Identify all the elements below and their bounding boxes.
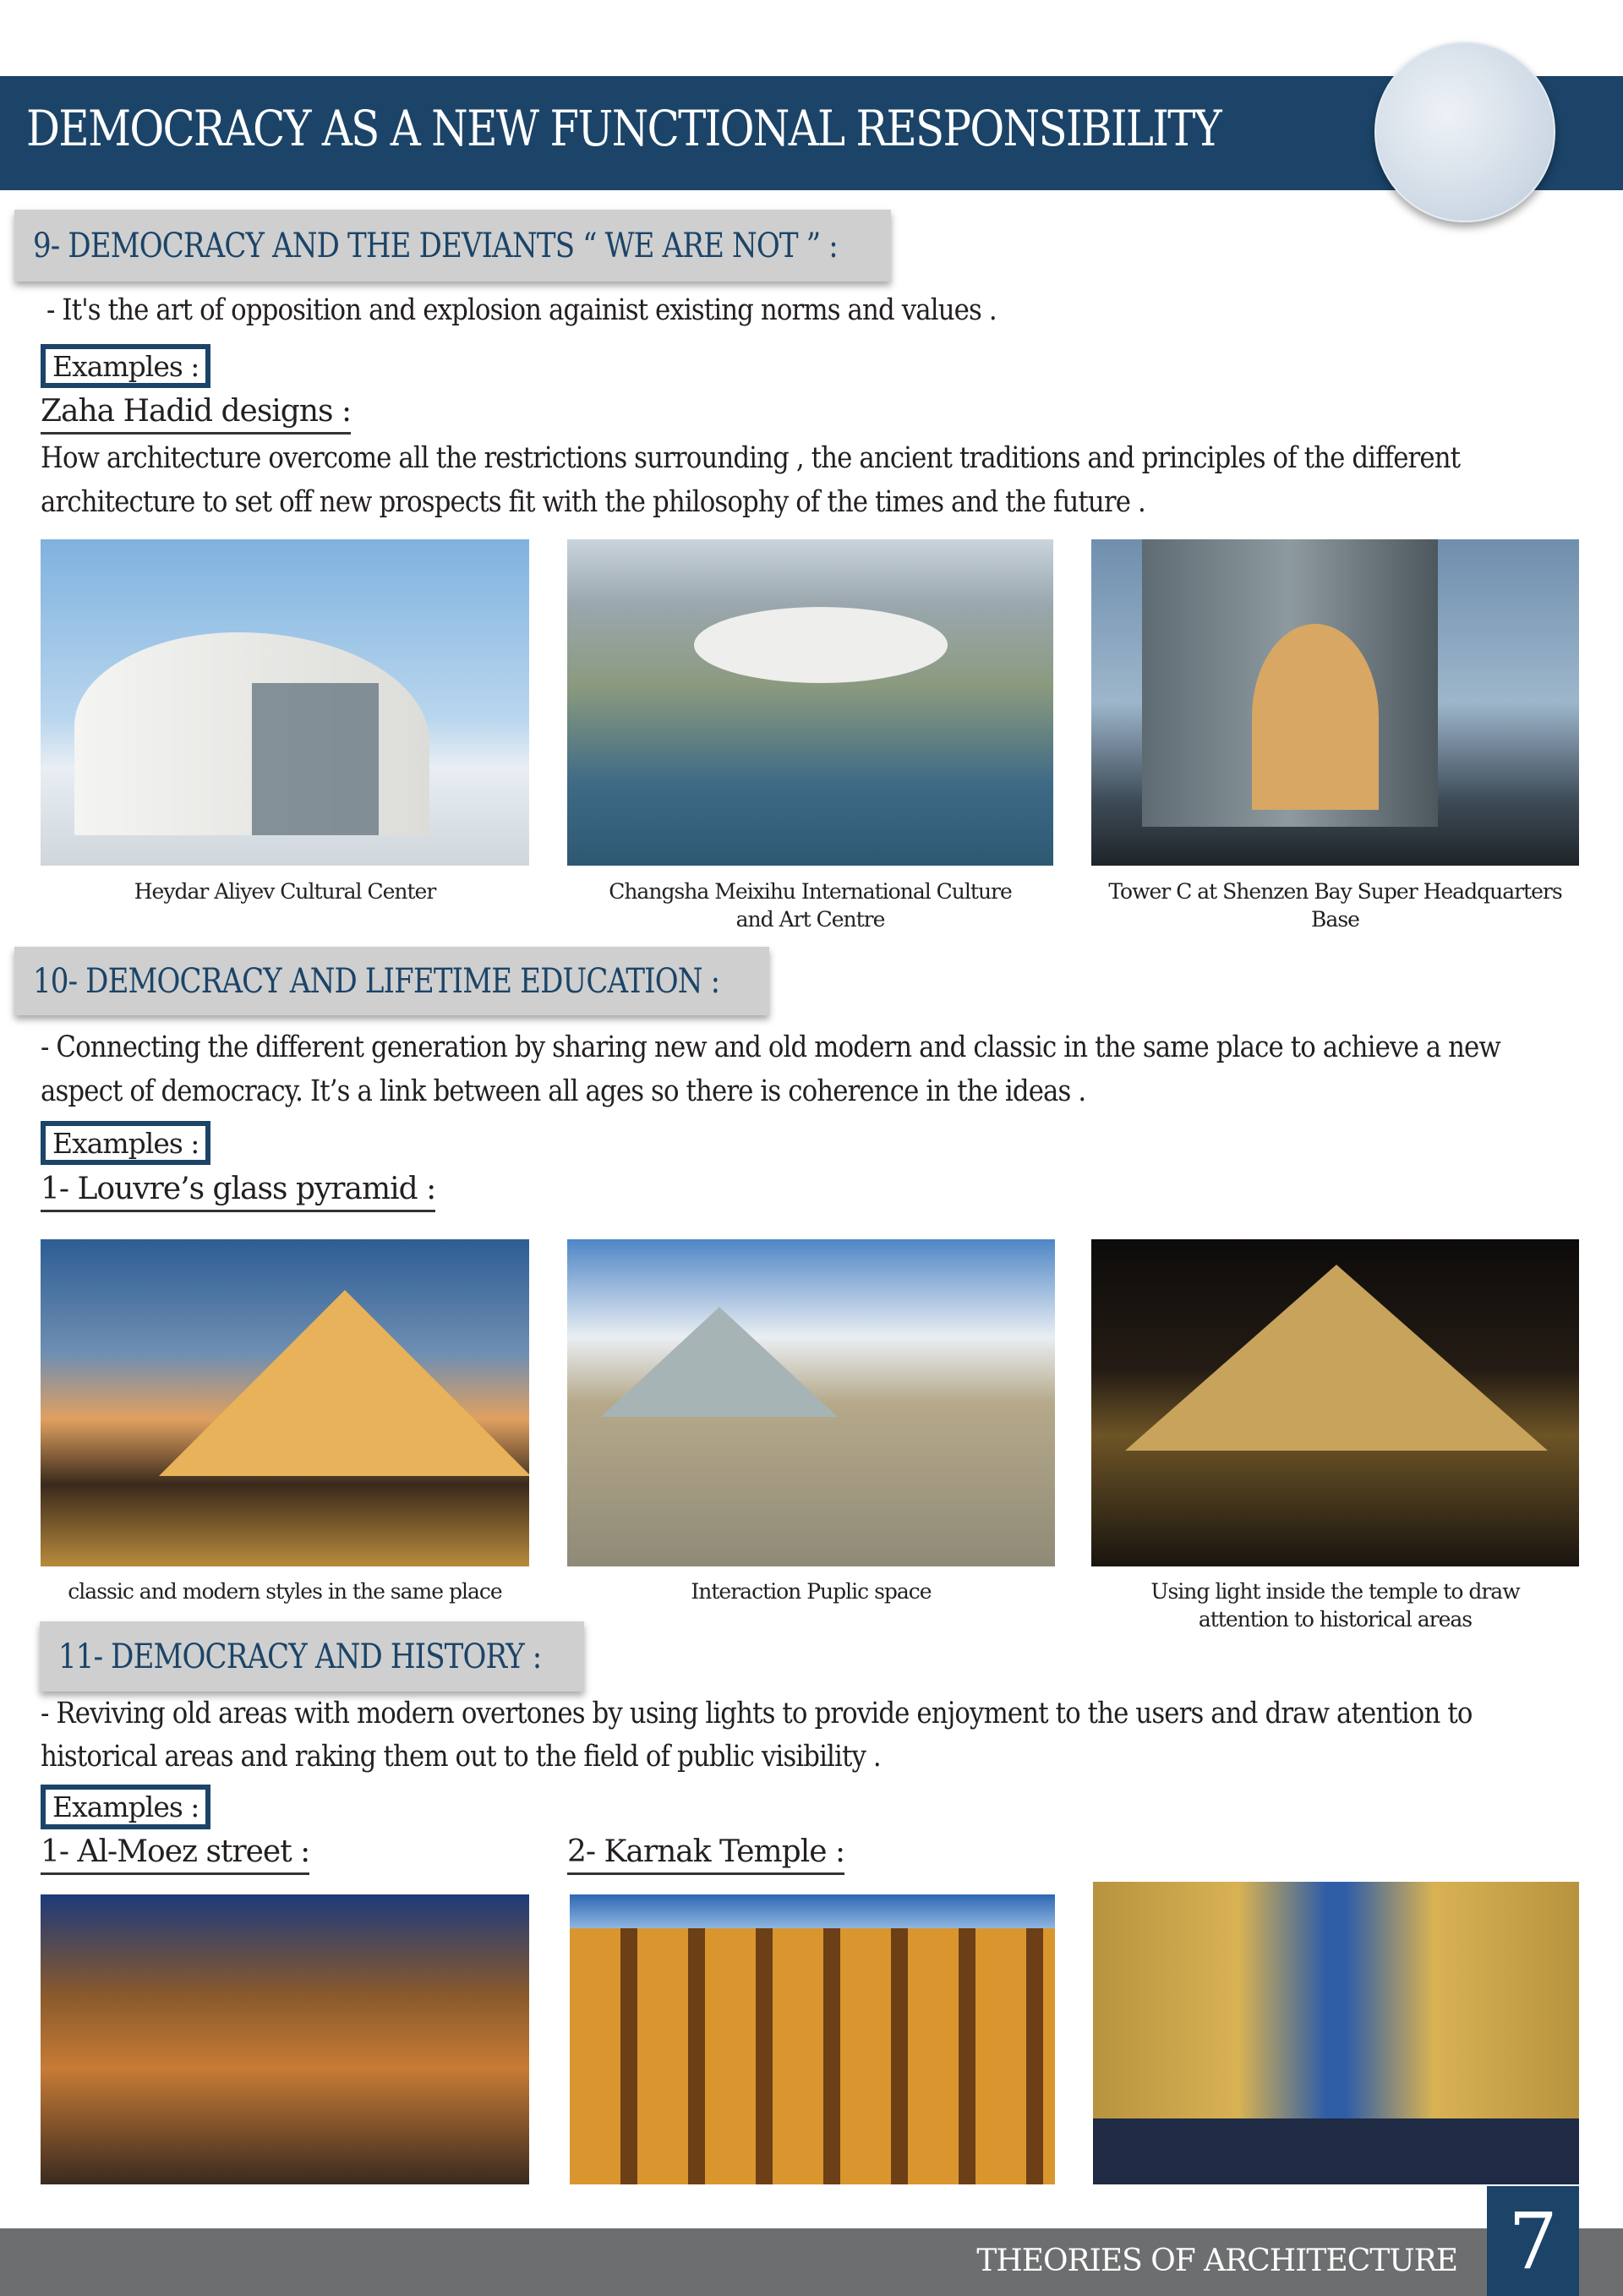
al-moez-street-photo [41,1894,529,2184]
raised-hands-emblem [1374,41,1555,222]
louvre-pyramid-night-photo [1091,1239,1579,1566]
caption-light-temple: Using light inside the temple to draw attention to historical areas [1150,1579,1520,1632]
footer-title: THEORIES OF ARCHITECTURE [976,2244,1457,2278]
caption-tower-c: Tower C at Shenzen Bay Super Headquarters Base [1108,879,1562,932]
caption-public-space: Interaction Puplic space [691,1579,932,1604]
caption-heydar-aliyev: Heydar Aliyev Cultural Center [134,879,436,904]
caption-changsha: Changsha Meixihu International Culture and Art Centre [609,879,1012,932]
heydar-aliyev-photo [41,539,529,866]
section-9-para-line1: How architecture overcome all the restrictions surrounding , the ancient traditions and principles of the different [41,441,1461,475]
tower-c-shenzhen-photo [1091,539,1579,866]
section-10-heading: 10- DEMOCRACY AND LIFETIME EDUCATION : [14,947,769,1015]
page-title: DEMOCRACY AS A NEW FUNCTIONAL RESPONSIBILITY [26,100,1221,157]
section-9-para-line2: architecture to set off new prospects fit with the philosophy of the times and the future . [41,485,1145,519]
louvre-pyramid-dusk-photo [41,1239,529,1566]
section-11-line1: - Reviving old areas with modern overtones by using lights to provide enjoyment to the users and draw atention to [41,1697,1473,1730]
section-10-line2: aspect of democracy. It’s a link between all ages so there is coherence in the ideas . [41,1074,1086,1108]
section-9-heading: 9- DEMOCRACY AND THE DEVIANTS “ WE ARE NOT ” : [14,210,891,282]
louvre-courtyard-photo [567,1239,1055,1566]
examples-label: Examples : [41,344,210,388]
section-10-line1: - Connecting the different generation by sharing new and old modern and classic in the same place to achieve a new [41,1030,1500,1064]
page-number: 7 [1487,2186,1579,2296]
karnak-subheading: 2- Karnak Temple : [567,1834,844,1875]
louvre-subheading: 1- Louvre’s glass pyramid : [41,1172,435,1212]
section-11-heading: 11- DEMOCRACY AND HISTORY : [40,1621,584,1692]
changsha-meixihu-photo [567,539,1053,866]
luxor-temple-photo [1093,1882,1579,2184]
section-11-line2: historical areas and raking them out to the field of public visibility . [41,1740,881,1774]
examples-label: Examples : [41,1785,210,1829]
karnak-columns-photo [570,1894,1055,2184]
examples-label: Examples : [41,1121,210,1165]
zaha-hadid-subheading: Zaha Hadid designs : [41,394,351,435]
al-moez-subheading: 1- Al-Moez street : [41,1834,309,1875]
section-9-intro: - It's the art of opposition and explosion againist existing norms and values . [46,293,997,327]
caption-classic-modern: classic and modern styles in the same place [68,1579,502,1604]
